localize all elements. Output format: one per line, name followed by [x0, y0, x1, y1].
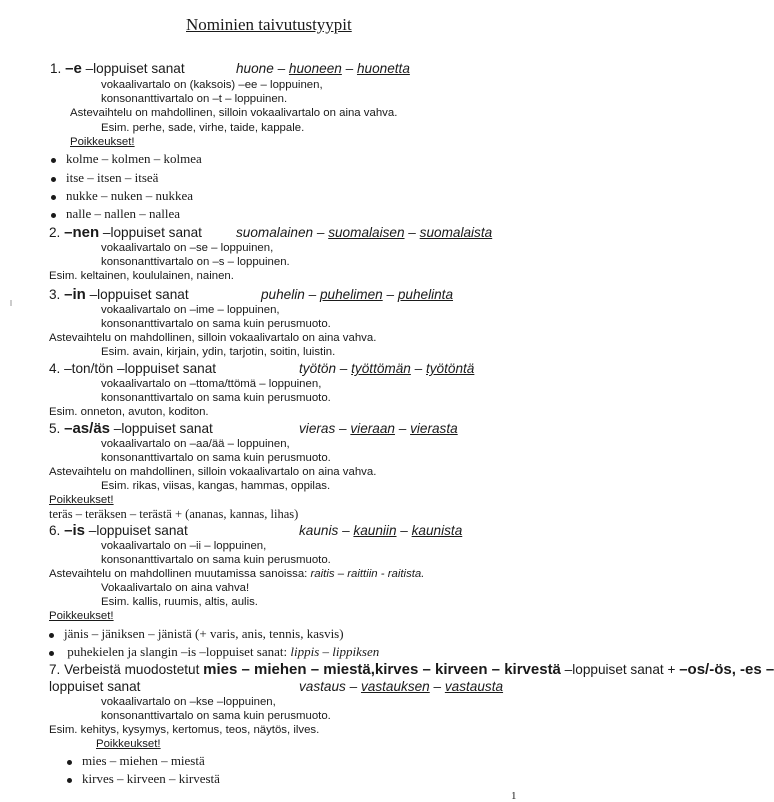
s2-line1: vokaalivartalo on –se – loppuinen, — [101, 242, 274, 254]
s1-line1: vokaalivartalo on (kaksois) –ee – loppuinen, — [101, 79, 323, 91]
section-5-example: vieras – vieraan – vierasta — [299, 421, 458, 436]
s1-exceptions-label: Poikkeukset! — [70, 136, 135, 148]
s3-line3: Astevaihtelu on mahdollinen, silloin vokaalivartalo on aina vahva. — [49, 332, 377, 344]
section-6-example: kaunis – kauniin – kaunista — [299, 523, 463, 538]
s5-line4: Esim. rikas, viisas, kangas, hammas, oppilas. — [101, 480, 331, 492]
s7-line1: vokaalivartalo on –kse –loppuinen, — [101, 696, 276, 708]
section-1-example: huone – huoneen – huonetta — [236, 61, 410, 76]
s5-exceptions-label: Poikkeukset! — [49, 494, 114, 506]
section-6-heading: 6. –is –loppuiset sanat — [49, 522, 188, 539]
page-number: 1 — [511, 790, 517, 802]
s6-exceptions-label: Poikkeukset! — [49, 610, 114, 622]
section-5-heading: 5. –as/äs –loppuiset sanat — [49, 420, 213, 437]
s3-line1: vokaalivartalo on –ime – loppuinen, — [101, 304, 280, 316]
s2-line2: konsonanttivartalo on –s – loppuinen. — [101, 256, 290, 268]
list-item: puhekielen ja slangin –is –loppuiset sanat: lippis – lippiksen — [67, 644, 380, 659]
list-item: nalle – nallen – nallea — [66, 206, 181, 221]
s4-line3: Esim. onneton, avuton, koditon. — [49, 406, 209, 418]
list-item: kolme – kolmen – kolmea — [66, 151, 202, 166]
section-3-example: puhelin – puhelimen – puhelinta — [261, 287, 454, 302]
s4-line1: vokaalivartalo on –ttoma/ttömä – loppuinen, — [101, 378, 322, 390]
s7-line3: Esim. kehitys, kysymys, kertomus, teos, näytös, ilves. — [49, 724, 320, 736]
section-2-heading: 2. –nen –loppuiset sanat — [49, 224, 202, 241]
list-item: jänis – jäniksen – jänistä (+ varis, anis, tennis, kasvis) — [64, 626, 344, 641]
s7-line2: konsonanttivartalo on sama kuin perusmuoto. — [101, 710, 331, 722]
s5-line3: Astevaihtelu on mahdollinen, silloin vokaalivartalo on aina vahva. — [49, 466, 377, 478]
s2-line3: Esim. keltainen, koululainen, nainen. — [49, 270, 234, 282]
page-title: Nominien taivutustyypit — [186, 15, 352, 34]
s3-line2: konsonanttivartalo on sama kuin perusmuoto. — [101, 318, 331, 330]
s4-line2: konsonanttivartalo on sama kuin perusmuoto. — [101, 392, 331, 404]
s6-line4: Vokaalivartalo on aina vahva! — [101, 582, 250, 594]
section-3-heading: 3. –in –loppuiset sanat — [49, 286, 189, 303]
list-item: itse – itsen – itseä — [66, 170, 159, 185]
list-item: nukke – nuken – nukkea — [66, 188, 194, 203]
s6-line1: vokaalivartalo on –ii – loppuinen, — [101, 540, 267, 552]
section-7-heading-cont: loppuiset sanat — [49, 679, 141, 694]
s1-line2: konsonanttivartalo on –t – loppuinen. — [101, 93, 288, 105]
s1-line3: Astevaihtelu on mahdollinen, silloin vokaalivartalo on aina vahva. — [70, 107, 398, 119]
s5-line2: konsonanttivartalo on sama kuin perusmuoto. — [101, 452, 331, 464]
section-7-example: vastaus – vastauksen – vastausta — [299, 679, 504, 694]
s6-line3: Astevaihtelu on mahdollinen muutamissa sanoissa: raitis – raittiin - raitista. — [49, 568, 425, 580]
section-4-example: työtön – työttömän – työtöntä — [299, 361, 475, 376]
list-item: mies – miehen – miestä — [82, 753, 205, 768]
section-2-example: suomalainen – suomalaisen – suomalaista — [236, 225, 493, 240]
s7-exceptions-label: Poikkeukset! — [96, 738, 161, 750]
s3-line4: Esim. avain, kirjain, ydin, tarjotin, soitin, luistin. — [101, 346, 336, 358]
s6-line5: Esim. kallis, ruumis, altis, aulis. — [101, 596, 258, 608]
s6-line2: konsonanttivartalo on sama kuin perusmuoto. — [101, 554, 331, 566]
section-7-heading: 7. Verbeistä muodostetut mies – miehen – miestä,kirves – kirveen – kirvestä –loppuiset sanat + –os/-ös, -es – — [49, 661, 774, 678]
s1-line4: Esim. perhe, sade, virhe, taide, kappale. — [101, 122, 305, 134]
s5-exception-line: teräs – teräksen – terästä + (ananas, kannas, lihas) — [49, 507, 299, 521]
s5-line1: vokaalivartalo on –aa/ää – loppuinen, — [101, 438, 290, 450]
section-1-heading: 1. –e –loppuiset sanat — [50, 60, 185, 77]
section-4-heading: 4. –ton/tön –loppuiset sanat — [49, 361, 217, 376]
list-item: kirves – kirveen – kirvestä — [82, 771, 220, 786]
scan-mark — [10, 300, 12, 306]
